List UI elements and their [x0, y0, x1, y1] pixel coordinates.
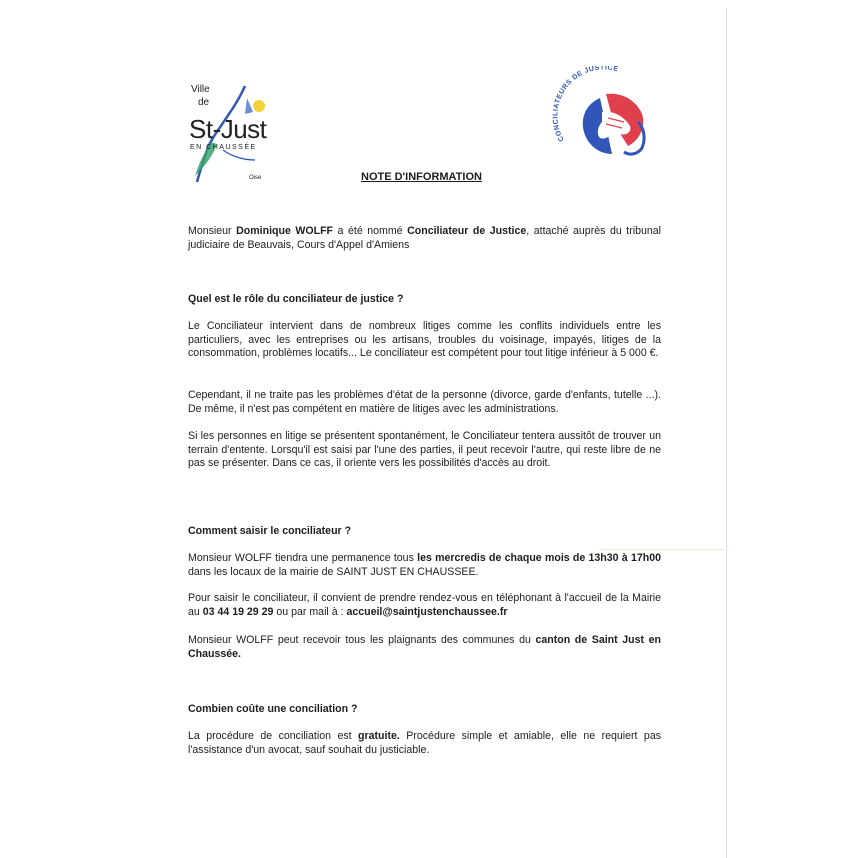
how-text-1: Monsieur WOLFF tiendra une permanence tous — [188, 552, 418, 564]
cost-text-2: Procédure simple et amiable, elle ne requiert pas l'assistance d'un avocat, sauf souhait du justiciable. — [188, 730, 662, 756]
section-heading-how: Comment saisir le conciliateur ? — [188, 525, 352, 537]
cost-paragraph — [188, 730, 661, 757]
how-paragraph-1 — [188, 552, 661, 579]
cost-free: gratuite. — [358, 730, 400, 742]
intro-text-3: , attaché auprès du tribunal judiciaire de Beauvais, Cours d'Appel d'Amiens — [188, 225, 662, 251]
logo-de-text: de — [198, 97, 210, 108]
city-logo — [183, 78, 278, 188]
how-paragraph-2 — [188, 592, 661, 619]
badge-arc-text: CONCILIATEURS DE JUSTICE — [552, 66, 620, 143]
logo-subtitle: EN CHAUSSÉE — [190, 144, 257, 151]
logo-department: Oise — [249, 175, 262, 181]
canton-text: Monsieur WOLFF peut recevoir tous les plaignants des communes du — [188, 634, 536, 646]
page-title: NOTE D'INFORMATION — [361, 171, 482, 183]
contact-text-1: Pour saisir le conciliateur, il convient de prendre rendez-vous en téléphonant à l'accueil de la Mairie au — [188, 592, 661, 618]
page-edge — [726, 8, 727, 858]
how-paragraph-3 — [188, 634, 661, 661]
phone-number: 03 44 19 29 29 — [202, 605, 274, 618]
contact-text-2: ou par mail à : — [273, 605, 347, 618]
role-paragraph-1: Le Conciliateur intervient dans de nombreux litiges comme les conflits individuels entre les particuliers, avec les entreprises ou les artisans, troubles du voisinage, impayés, litiges de la consommation, problèmes locatifs... Le conciliateur est compétent pour tout litige inférieur à 5 000 €. — [188, 320, 661, 360]
cost-text-1: La procédure de conciliation est — [188, 730, 359, 742]
canton-name: canton de Saint Just en Chaussée. — [188, 634, 661, 660]
section-heading-cost: Combien coûte une conciliation ? — [188, 703, 358, 715]
email-address: accueil@saintjustenchaussee.fr — [346, 605, 508, 618]
logo-city-name: St-Just — [189, 114, 267, 144]
role-paragraph-2: Cependant, il ne traite pas les problèmes d'état de la personne (divorce, garde d'enfants, tutelle ...). De même, il n'est pas compétent en matière de litiges avec les administrations. — [188, 389, 661, 415]
conciliator-role: Conciliateur de Justice — [407, 225, 527, 237]
logo-ville-text: Ville — [191, 84, 210, 95]
how-text-2: dans les locaux de la mairie de SAINT JUST EN CHAUSSEE. — [188, 565, 479, 578]
section-heading-role: Quel est le rôle du conciliateur de justice ? — [188, 293, 404, 305]
intro-text-2: a été nommé — [333, 225, 408, 237]
permanence-schedule: les mercredis de chaque mois de 13h30 à 17h00 — [417, 552, 661, 564]
intro-paragraph — [188, 225, 661, 252]
role-paragraph-3: Si les personnes en litige se présentent spontanément, le Conciliateur tentera aussitôt de trouver un terrain d'entente. Lorsqu'il est saisi par l'une des parties, il peut recevoir l'autre, qui reste libre de ne pas se présenter. Dans ce cas, il oriente vers les possibilités d'accès au droit. — [188, 430, 661, 470]
highlight-line — [600, 549, 724, 550]
conciliator-name: Dominique WOLFF — [236, 225, 334, 237]
intro-text-1: Monsieur — [188, 225, 237, 237]
conciliateurs-logo — [552, 66, 662, 166]
handshake-badge-icon — [552, 66, 662, 166]
